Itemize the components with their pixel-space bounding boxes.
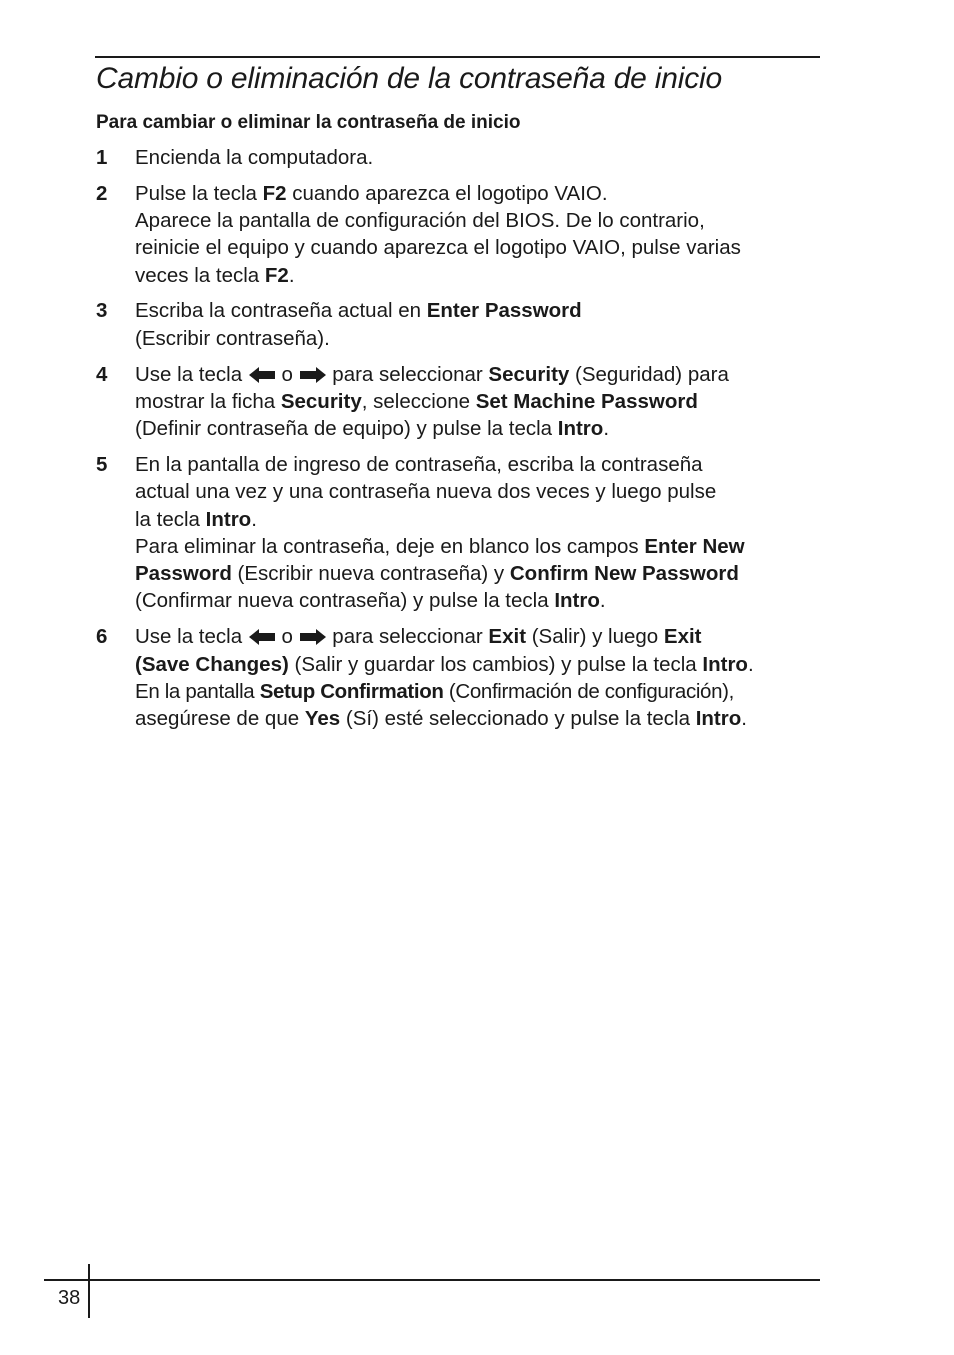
text: (Escribir nueva contraseña) y xyxy=(231,562,510,586)
text: o xyxy=(275,625,299,649)
field-name: Enter New xyxy=(644,534,745,558)
text: Use la tecla xyxy=(135,625,248,649)
text: . xyxy=(251,507,257,531)
text: . xyxy=(603,417,610,441)
left-arrow-key-icon xyxy=(248,366,276,384)
step-line xyxy=(135,705,826,732)
option-name: Yes xyxy=(304,707,341,731)
step-number: 5 xyxy=(96,452,108,476)
text: Pulse la tecla xyxy=(135,181,263,205)
step-line xyxy=(135,262,826,289)
step-line xyxy=(135,388,826,415)
procedure-subtitle: Para cambiar o eliminar la contraseña de inicio xyxy=(96,112,521,133)
text: (Confirmar nueva contraseña) y pulse la tecla xyxy=(135,589,555,613)
step-4 xyxy=(96,361,826,443)
text: veces la tecla xyxy=(135,263,265,287)
field-name: Password xyxy=(135,562,232,586)
step-number: 6 xyxy=(96,625,108,649)
step-line xyxy=(135,587,826,614)
step-number: 1 xyxy=(96,146,108,169)
text: (Confirmación de configuración), xyxy=(443,679,734,703)
step-line xyxy=(135,297,826,324)
right-arrow-key-icon xyxy=(299,366,327,384)
text: Para eliminar la contraseña, deje en blanco los campos xyxy=(135,534,645,558)
key-name: Intro xyxy=(702,652,748,676)
field-name: Confirm New Password xyxy=(509,562,739,586)
screen-name: Setup Confirmation xyxy=(259,679,444,703)
text: (Salir y guardar los cambios) y pulse la tecla xyxy=(288,652,703,676)
page-number: 38 xyxy=(58,1287,81,1309)
step-text: Encienda la computadora. xyxy=(135,146,374,169)
text: Use la tecla xyxy=(135,362,248,386)
key-name: Intro xyxy=(695,707,742,731)
step-2 xyxy=(96,180,826,289)
step-6 xyxy=(96,623,826,732)
step-line: En la pantalla de ingreso de contraseña, escriba la contraseña xyxy=(135,452,703,476)
key-name: F2 xyxy=(264,263,289,287)
field-name: Enter Password xyxy=(426,299,582,323)
text: (Definir contraseña de equipo) y pulse la tecla xyxy=(135,417,558,441)
text: . xyxy=(741,707,747,731)
text: para seleccionar xyxy=(326,362,489,386)
text: asegúrese de que xyxy=(135,707,305,731)
text: . xyxy=(747,652,754,676)
option-name: Set Machine Password xyxy=(475,389,698,413)
text: En la pantalla xyxy=(135,679,260,703)
step-number: 3 xyxy=(96,299,108,323)
step-3 xyxy=(96,297,826,352)
step-line xyxy=(135,651,826,678)
text: (Sí) esté seleccionado y pulse la tecla xyxy=(340,707,696,731)
step-line: Aparece la pantalla de configuración del BIOS. De lo contrario, xyxy=(135,209,705,233)
text: (Salir) y luego xyxy=(526,625,664,649)
text: Escriba la contraseña actual en xyxy=(135,299,427,323)
text: . xyxy=(288,263,295,287)
key-name: F2 xyxy=(262,181,287,205)
page-number-separator xyxy=(88,1264,90,1318)
menu-name: Exit xyxy=(488,625,527,649)
text: . xyxy=(599,589,606,613)
step-line xyxy=(135,678,826,705)
step-number: 2 xyxy=(96,181,108,205)
steps-list xyxy=(96,144,826,741)
text: para seleccionar xyxy=(326,625,489,649)
text: o xyxy=(275,362,299,386)
step-line: actual una vez y una contraseña nueva dos veces y luego pulse xyxy=(135,480,717,504)
step-line xyxy=(135,361,826,388)
step-line xyxy=(135,533,826,560)
left-arrow-key-icon xyxy=(248,628,276,646)
text: , seleccione xyxy=(361,389,476,413)
step-number: 4 xyxy=(96,362,108,386)
text: la tecla xyxy=(135,507,206,531)
step-line: (Escribir contraseña). xyxy=(135,326,330,350)
footer-rule xyxy=(44,1279,820,1281)
step-line xyxy=(135,415,826,442)
step-line xyxy=(135,180,826,207)
step-5 xyxy=(96,451,826,615)
header-rule xyxy=(95,56,820,58)
key-name: Intro xyxy=(205,507,252,531)
menu-name: Security xyxy=(280,389,362,413)
right-arrow-key-icon xyxy=(299,628,327,646)
step-1 xyxy=(96,144,826,171)
text: (Seguridad) para xyxy=(569,362,729,386)
step-line xyxy=(135,560,826,587)
text: cuando aparezca el logotipo VAIO. xyxy=(286,181,608,205)
step-line xyxy=(135,623,826,650)
key-name: Intro xyxy=(554,589,600,613)
menu-name: Security xyxy=(488,362,570,386)
option-name: Exit xyxy=(663,625,702,649)
option-name: (Save Changes) xyxy=(135,652,289,676)
text: mostrar la ficha xyxy=(135,389,281,413)
step-line xyxy=(135,506,826,533)
page-title: Cambio o eliminación de la contraseña de inicio xyxy=(96,62,722,95)
key-name: Intro xyxy=(557,417,604,441)
step-line: reinicie el equipo y cuando aparezca el logotipo VAIO, pulse varias xyxy=(135,236,741,260)
